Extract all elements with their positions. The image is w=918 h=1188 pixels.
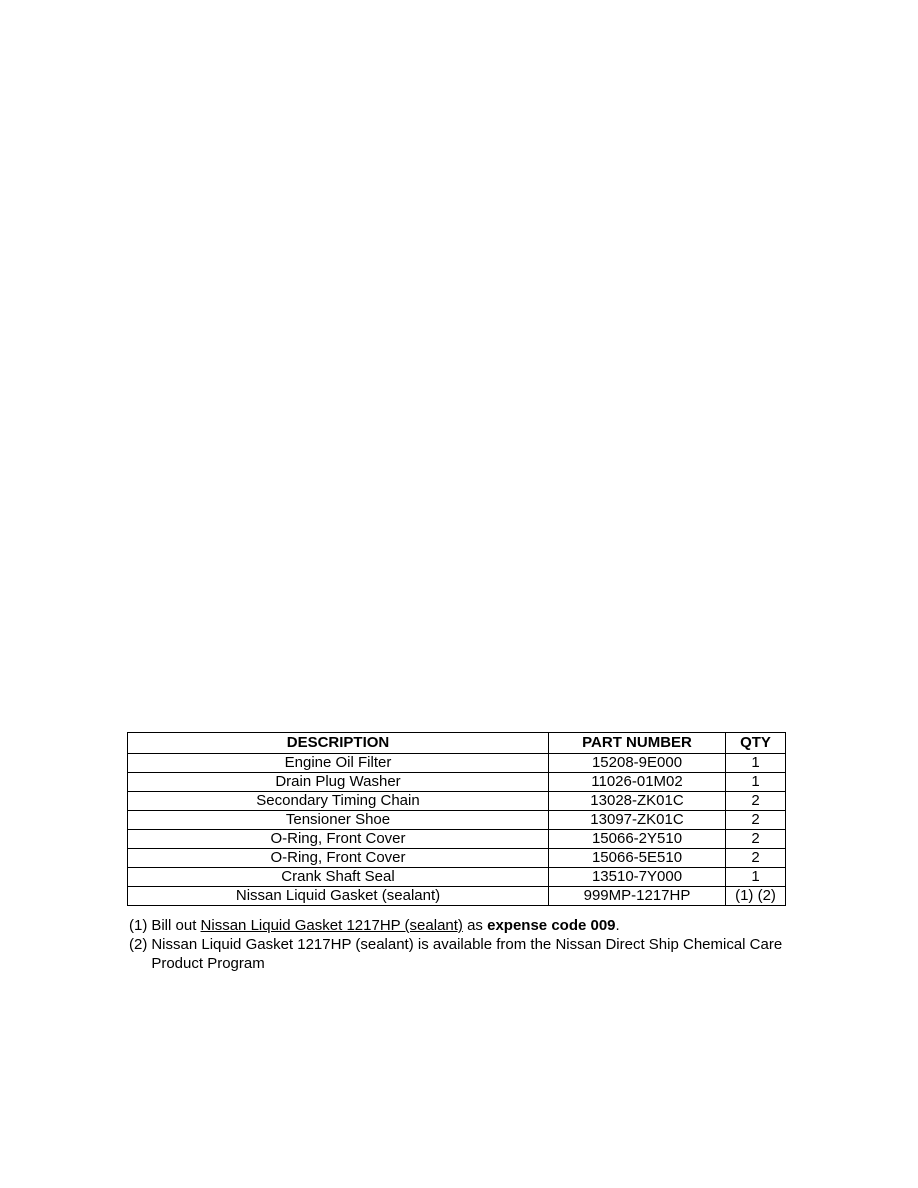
cell-part-number: 15066-5E510 <box>549 849 726 868</box>
footnote-number: (1) <box>129 917 148 934</box>
cell-description: Crank Shaft Seal <box>128 868 549 887</box>
table-row <box>128 830 786 849</box>
gasket-name-underlined: Nissan Liquid Gasket 1217HP (sealant) <box>200 917 463 934</box>
cell-part-number: 13097-ZK01C <box>549 811 726 830</box>
footnote-suffix: . <box>615 917 620 934</box>
cell-description: Secondary Timing Chain <box>128 792 549 811</box>
cell-qty: 1 <box>726 773 786 792</box>
table-row <box>128 887 786 906</box>
table-row <box>128 792 786 811</box>
table-row <box>128 754 786 773</box>
table-header-row <box>128 733 786 754</box>
cell-qty: 1 <box>726 754 786 773</box>
parts-table <box>127 732 786 906</box>
footnotes <box>129 916 789 973</box>
table-row <box>128 773 786 792</box>
cell-qty: 2 <box>726 849 786 868</box>
cell-qty: 2 <box>726 830 786 849</box>
cell-qty: 1 <box>726 868 786 887</box>
cell-description: Engine Oil Filter <box>128 754 549 773</box>
footnote-1 <box>129 916 789 935</box>
footnote-prefix: Bill out <box>151 917 201 934</box>
cell-part-number: 11026-01M02 <box>549 773 726 792</box>
cell-part-number: 999MP-1217HP <box>549 887 726 906</box>
header-description: DESCRIPTION <box>128 733 549 754</box>
footnote-2 <box>129 935 789 973</box>
cell-part-number: 15208-9E000 <box>549 754 726 773</box>
cell-description: O-Ring, Front Cover <box>128 830 549 849</box>
expense-code-bold: expense code 009 <box>487 917 616 934</box>
cell-qty: 2 <box>726 792 786 811</box>
footnote-number: (2) <box>129 936 148 953</box>
cell-description: O-Ring, Front Cover <box>128 849 549 868</box>
cell-description: Nissan Liquid Gasket (sealant) <box>128 887 549 906</box>
cell-part-number: 13510-7Y000 <box>549 868 726 887</box>
footnote-text <box>151 916 789 935</box>
table-row <box>128 849 786 868</box>
footnote-text: Nissan Liquid Gasket 1217HP (sealant) is available from the Nissan Direct Ship Chemical Care Product Program <box>151 936 783 972</box>
cell-qty: (1) (2) <box>726 887 786 906</box>
cell-part-number: 13028-ZK01C <box>549 792 726 811</box>
footnote-middle: as <box>462 917 488 934</box>
cell-part-number: 15066-2Y510 <box>549 830 726 849</box>
table-row <box>128 868 786 887</box>
cell-qty: 2 <box>726 811 786 830</box>
header-part-number: PART NUMBER <box>549 733 726 754</box>
cell-description: Drain Plug Washer <box>128 773 549 792</box>
cell-description: Tensioner Shoe <box>128 811 549 830</box>
header-qty: QTY <box>726 733 786 754</box>
table-row <box>128 811 786 830</box>
